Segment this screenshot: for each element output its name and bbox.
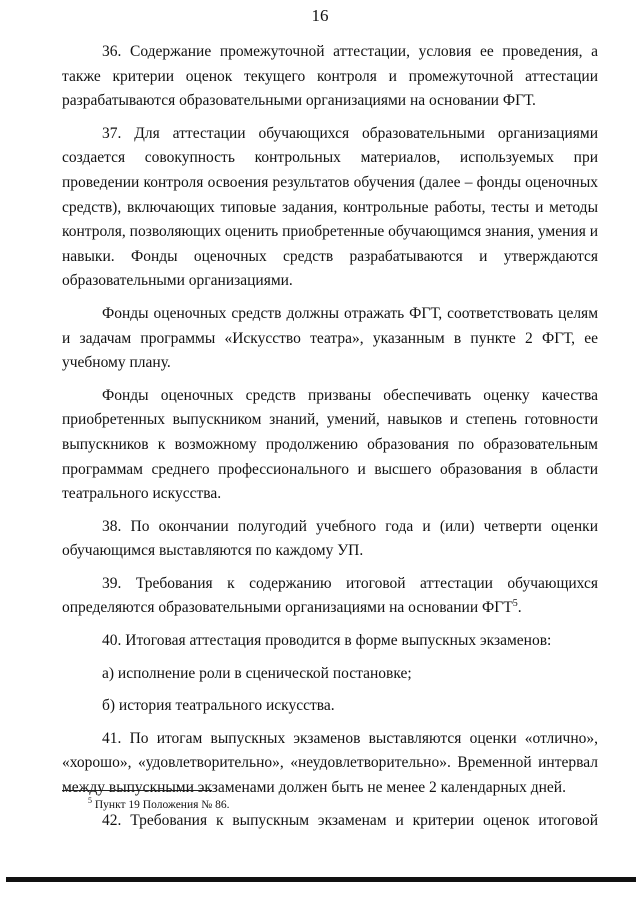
paragraph-42: 42. Требования к выпускным экзаменам и критерии оценок итоговой: [102, 811, 598, 829]
paragraph-38: 38. По окончании полугодий учебного года и (или) четверти оценки обучающимся выставляются по каждому УП.: [62, 517, 598, 560]
document-body: [62, 40, 598, 833]
paragraph-39-text: 39. Требования к содержанию итоговой аттестации обучающихся определяются образовательными организациями на основании ФГТ: [62, 574, 598, 617]
paragraph-41: 41. По итогам выпускных экзаменов выставляются оценки «отлично», «хорошо», «удовлетворительно», «неудовлетворительно». Временной интервал между выпускными экзаменами должен быть не менее 2 календарных дней.: [62, 729, 598, 797]
scan-bottom-edge: [6, 877, 636, 882]
paragraph-funds-requirements: Фонды оценочных средств должны отражать ФГТ, соответствовать целям и задачам программы «Искусство театра», указанным в пункте 2 ФГТ, ее учебному плану.: [62, 304, 598, 372]
list-item-b: б) история театрального искусства.: [102, 697, 335, 715]
paragraph-36: 36. Содержание промежуточной аттестации, условия ее проведения, а также критерии оценок текущего контроля и промежуточной аттестации разрабатываются образовательными организациями на основании ФГТ.: [62, 43, 598, 110]
list-item-a: а) исполнение роли в сценической постановке;: [102, 664, 412, 682]
page-number: 16: [311, 6, 329, 25]
paragraph-37: 37. Для аттестации обучающихся образовательными организациями создается совокупность контрольных материалов, используемых при проведении контроля освоения результатов обучения (далее – фонды оценочных средств), включающих типовые задания, контрольные работы, тесты и методы контроля, позволяющих оценить приобретенные обучающимся знания, умения и навыки. Фонды оценочных средств разрабатываются и утверждаются образовательными организациями.: [62, 124, 598, 290]
footnote-divider: [62, 790, 212, 791]
footnote-text: Пункт 19 Положения № 86.: [94, 799, 230, 811]
paragraph-39: 39. Требования к содержанию итоговой аттестации обучающихся определяются образовательными организациями на основании ФГТ$^5$.: [62, 574, 598, 617]
paragraph-funds-purpose: Фонды оценочных средств призваны обеспечивать оценку качества приобретенных выпускником знаний, умений, навыков и степень готовности выпускников к возможному продолжению образования по образовательным программам среднего профессионального и высшего образования в области театрального искусства.: [62, 386, 598, 503]
footnote: [88, 796, 230, 811]
footnote-mark: 5: [88, 796, 92, 806]
footnote-reference: 5: [512, 598, 518, 610]
paragraph-40: 40. Итоговая аттестация проводится в форме выпускных экзаменов:: [102, 632, 552, 650]
